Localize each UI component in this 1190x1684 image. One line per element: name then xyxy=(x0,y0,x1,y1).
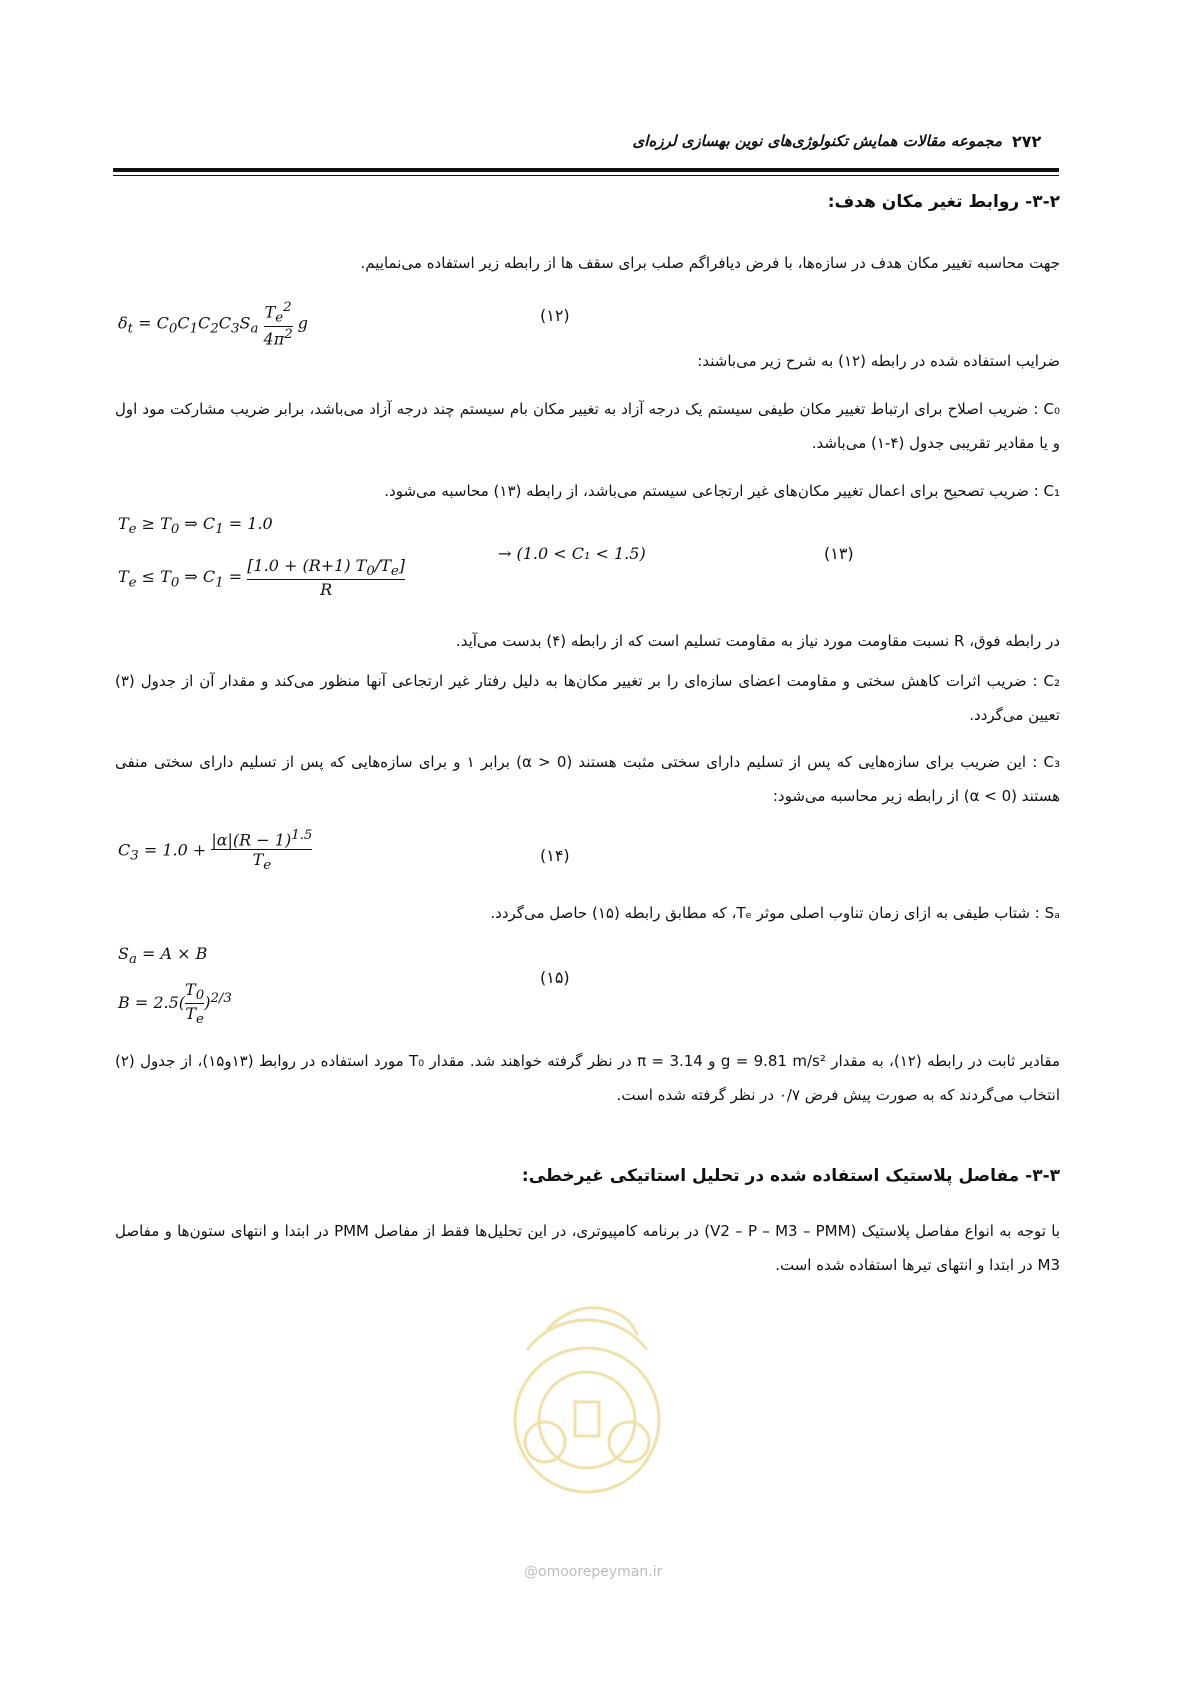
section-heading-plastic-hinges: ۳-۳- مفاصل پلاستیک استفاده شده در تحلیل استاتیکی غیرخطی: xyxy=(521,1166,1060,1186)
page-number: ۲۷۲ xyxy=(1012,132,1042,151)
watermark-site: @omoorepeyman.ir xyxy=(524,1564,663,1580)
equation-15-b: B = 2.5( $\frac{T_0}{T_e}$ )$^{2/3}$ xyxy=(118,980,232,1028)
equation-12: $\delta_t = C_0C_1C_2C_3S_a$ $\frac{T_e^2}{4\pi^2}$ g xyxy=(118,300,309,348)
equation-15-sa: $S_a = A \times B$ xyxy=(118,944,208,968)
sa-definition: Sₐ : شتاب طیفی به ازای زمان تناوب اصلی موثر Tₑ، که مطابق رابطه (۱۵) حاصل می‌گردد. xyxy=(490,904,1060,922)
plastic-hinges-paragraph: با توجه به انواع مفاصل پلاستیک (V2 – P – M3 – PMM) در برنامه کامپیوتری، در این تحلیل‌ها فقط از مفاصل PMM در ابتدا و انتهای ستون‌ها و مفاصل M3 در ابتدا و انتهای تیرها استفاده شده است. xyxy=(115,1222,1061,1274)
header-rule-thick xyxy=(113,168,1059,172)
equation-12-number: (۱۲) xyxy=(540,306,570,325)
equation-14: $C_3 = 1.0$ + $\frac{|\alpha|(R - 1)^{1.5}}{T_e}$ xyxy=(118,828,313,874)
equation-13-range: → (1.0 < C₁ < 1.5) xyxy=(498,544,646,563)
equation-13-number: (۱۳) xyxy=(824,544,854,563)
constants-paragraph: مقادیر ثابت در رابطه (۱۲)، به مقدار g = 9.81 m/s² و π = 3.14 در نظر گرفته خواهند شد. مقدار T₀ مورد استفاده در روابط (۱۳و۱۵)، از جدول (۲) انتخاب می‌گردند که به صورت پیش فرض ۰/۷ در نظر گرفته شده است. xyxy=(115,1052,1060,1104)
coefficients-intro: ضرایب استفاده شده در رابطه (۱۲) به شرح زیر می‌باشند: xyxy=(697,352,1060,370)
header-rule-thin xyxy=(113,175,1059,176)
intro-paragraph: جهت محاسبه تغییر مکان هدف در سازه‌ها، با فرض دیافراگم صلب برای سقف ها از رابطه زیر استفاده می‌نماییم. xyxy=(360,254,1060,272)
journal-title: مجموعه مقالات همایش تکنولوژی‌های نوین بهسازی لرزه‌ای xyxy=(632,132,1002,150)
equation-13-case1: $T_e \ge T_0$ ⇒ $C_1 = 1.0$ xyxy=(118,514,273,538)
c3-definition: C₃ : این ضریب برای سازه‌هایی که پس از تسلیم دارای سختی مثبت هستند (0 < α) برابر ۱ و برای سازه‌هایی که پس از تسلیم دارای سختی منفی هستند (0 > α) از رابطه زیر محاسبه می‌شود: xyxy=(115,753,1060,805)
c1-definition: C₁ : ضریب تصحیح برای اعمال تغییر مکان‌های غیر ارتجاعی سیستم می‌باشد، از رابطه (۱۳) محاسبه می‌شود. xyxy=(384,482,1060,500)
equation-14-number: (۱۴) xyxy=(540,846,570,865)
equation-13-case2: $T_e \le T_0$ ⇒ $C_1$ = $\frac{[1.0 + (R+1) T_0/T_e]}{R}$ xyxy=(118,556,406,600)
section-heading-target-displacement: ۳-۲- روابط تغیر مکان هدف: xyxy=(827,192,1060,212)
equation-15-number: (۱۵) xyxy=(540,968,570,987)
watermark-logo-icon xyxy=(487,1290,687,1520)
r-definition: در رابطه فوق، R نسبت مقاومت مورد نیاز به مقاومت تسلیم است که از رابطه (۴) بدست می‌آید. xyxy=(455,632,1060,650)
c2-definition: C₂ : ضریب اثرات کاهش سختی و مقاومت اعضای سازه‌ای را بر تغییر مکان‌ها به دلیل رفتار غیر ارتجاعی آنها منظور می‌کند و مقدار آن از جدول (۳) تعیین می‌گردد. xyxy=(115,672,1060,724)
c0-definition: C₀ : ضریب اصلاح برای ارتباط تغییر مکان طیفی سیستم یک درجه آزاد به تغییر مکان بام سیستم چند درجه آزاد می‌باشد، برابر ضریب مشارکت مود اول و یا مقادیر تقریبی جدول (۴-۱) می‌باشد. xyxy=(115,400,1060,452)
